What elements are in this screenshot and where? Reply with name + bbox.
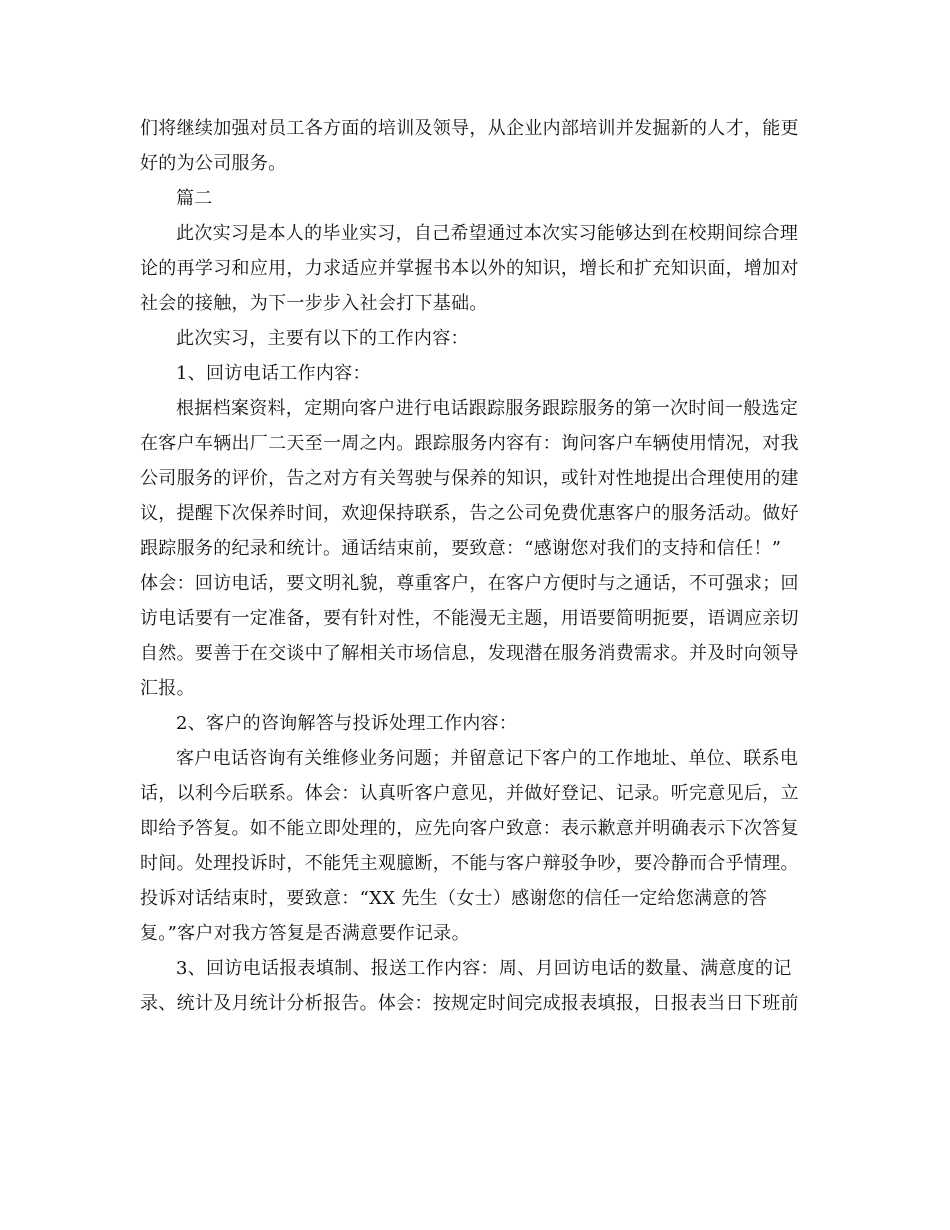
text-line: 时间。处理投诉时，不能凭主观臆断，不能与客户辩驳争吵，要冷静而合乎情理。 (140, 853, 799, 874)
text-line: 话，以利今后联系。体会：认真听客户意见，并做好登记、记录。听完意见后，立 (140, 783, 799, 804)
text-line: 投诉对话结束时，要致意：“XX 先生（女士）感谢您的信任一定给您满意的答 (140, 888, 768, 909)
paragraph-start: 此次实习，主要有以下的工作内容： (176, 328, 469, 349)
subheading: 2、客户的咨询解答与投诉处理工作内容： (176, 713, 518, 734)
paragraph-start: 3、回访电话报表填制、报送工作内容：周、月回访电话的数量、满意度的记 (176, 958, 792, 979)
text-line: 们将继续加强对员工各方面的培训及领导，从企业内部培训并发掘新的人才，能更 (140, 118, 799, 139)
paragraph-start: 客户电话咨询有关维修业务问题；并留意记下客户的工作地址、单位、联系电 (176, 748, 799, 769)
subheading: 1、回访电话工作内容： (176, 363, 371, 384)
text-line: 社会的接触，为下一步步入社会打下基础。 (140, 293, 488, 314)
text-line: 即给予答复。如不能立即处理的，应先向客户致意：表示歉意并明确表示下次答复 (140, 818, 799, 839)
text-line: 跟踪服务的纪录和统计。通话结束前，要致意：“感谢您对我们的支持和信任！” (140, 538, 782, 559)
text-line: 访电话要有一定准备，要有针对性，不能漫无主题，用语要简明扼要，语调应亲切 (140, 608, 799, 629)
text-line: 复。”客户对我方答复是否满意要作记录。 (140, 923, 470, 944)
document-body (140, 111, 820, 1021)
paragraph-start: 此次实习是本人的毕业实习，自己希望通过本次实习能够达到在校期间综合理 (176, 223, 799, 244)
text-line: 自然。要善于在交谈中了解相关市场信息，发现潜在服务消费需求。并及时向领导 (140, 643, 799, 664)
text-line: 议，提醒下次保养时间，欢迎保持联系，告之公司免费优惠客户的服务活动。做好 (140, 503, 799, 524)
text-line: 在客户车辆出厂二天至一周之内。跟踪服务内容有：询问客户车辆使用情况，对我 (140, 433, 799, 454)
text-line: 汇报。 (140, 678, 195, 699)
text-line: 录、统计及月统计分析报告。体会：按规定时间完成报表填报，日报表当日下班前 (140, 993, 799, 1014)
text-line: 论的再学习和应用，力求适应并掌握书本以外的知识，增长和扩充知识面，增加对 (140, 258, 799, 279)
text-line: 好的为公司服务。 (140, 153, 287, 174)
text-line: 公司服务的评价，告之对方有关驾驶与保养的知识，或针对性地提出合理使用的建 (140, 468, 799, 489)
text-line: 体会：回访电话，要文明礼貌，尊重客户，在客户方便时与之通话，不可强求；回 (140, 573, 799, 594)
paragraph-start: 根据档案资料，定期向客户进行电话跟踪服务跟踪服务的第一次时间一般选定 (176, 398, 799, 419)
section-heading: 篇二 (176, 188, 213, 209)
